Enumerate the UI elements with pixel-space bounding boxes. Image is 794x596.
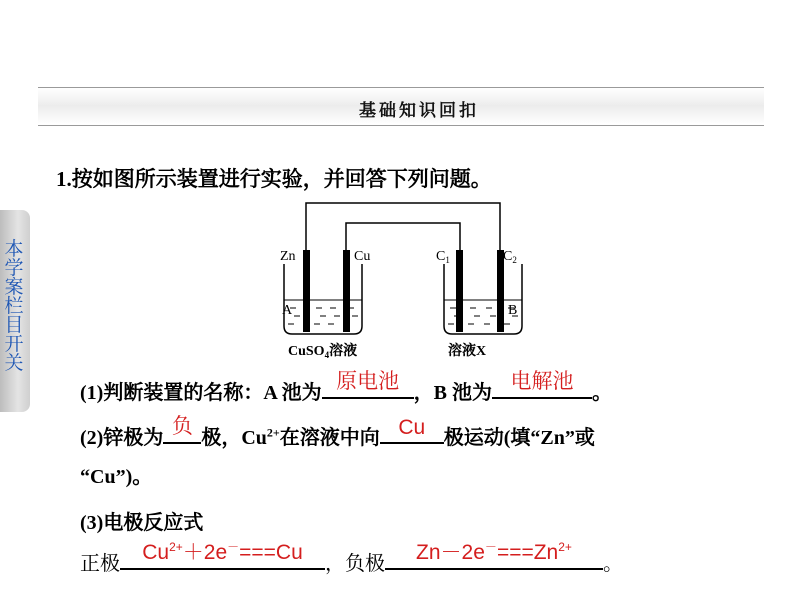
answer-blank-negative (385, 540, 603, 570)
section-toggle-tab[interactable] (0, 210, 30, 412)
positive-label: 正极 (80, 553, 120, 575)
answer-direction: Cu (398, 416, 426, 439)
part3-end: 。 (603, 553, 623, 575)
answer-b: 电解池 (510, 370, 574, 393)
answer-blank-direction (380, 418, 444, 444)
part1-line (80, 370, 613, 405)
beaker-left (284, 264, 362, 334)
part2-mid2: 在溶液中向 (279, 427, 380, 449)
electrode-cu (343, 250, 350, 332)
ion-charge: 2+ (266, 425, 280, 440)
part1-middle: ，B 池为 (413, 382, 493, 404)
negative-equation: $Zn-2e^-===Zn^{2+}$ (416, 540, 572, 564)
section-toggle-label: 本学案栏目开关 (4, 238, 24, 374)
electrode-c1 (456, 250, 463, 332)
header-rule-bottom (38, 125, 764, 126)
electrochemical-cell-diagram (276, 196, 536, 361)
wire-outer (306, 203, 500, 254)
answer-blank-a (322, 370, 414, 399)
answer-blank-pole (163, 415, 201, 444)
label-right-solution: 溶液X (448, 344, 487, 359)
label-zn: Zn (280, 249, 296, 264)
part2-mid1: 极，Cu (201, 427, 267, 449)
label-c2: $C_2$ (503, 249, 517, 265)
beaker-right (444, 264, 522, 334)
part2-line (80, 415, 595, 450)
question-stem: 1.按如图所示装置进行实验，并回答下列问题。 (56, 167, 492, 191)
part2-prefix: (2)锌极为 (80, 427, 164, 449)
label-c1: $C_1$ (436, 249, 450, 265)
label-b: B (508, 303, 518, 318)
part3-title: (3)电极反应式 (80, 512, 204, 534)
part2-mid3: 极运动(填“Zn”或 (443, 427, 595, 449)
answer-a: 原电池 (336, 370, 400, 393)
part1-prefix: (1)判断装置的名称：A 池为 (80, 382, 322, 404)
label-cu: Cu (354, 249, 371, 264)
answer-blank-positive (120, 540, 325, 570)
part3-sep: ，负极 (325, 553, 385, 575)
part1-suffix: 。 (592, 382, 613, 404)
section-title: 基础知识回扣 (359, 101, 479, 121)
label-left-solution: CuSO$_4$溶液 (288, 344, 358, 360)
electrode-zn (303, 250, 310, 332)
part2-line2: “Cu”)。 (80, 466, 153, 488)
answer-pole: 负 (171, 415, 193, 438)
label-a: A (282, 303, 293, 318)
part3-line (80, 540, 623, 576)
section-header (38, 88, 764, 124)
positive-equation: $Cu^{2+}+2e^-===Cu$ (142, 540, 303, 564)
answer-blank-b (492, 370, 592, 399)
